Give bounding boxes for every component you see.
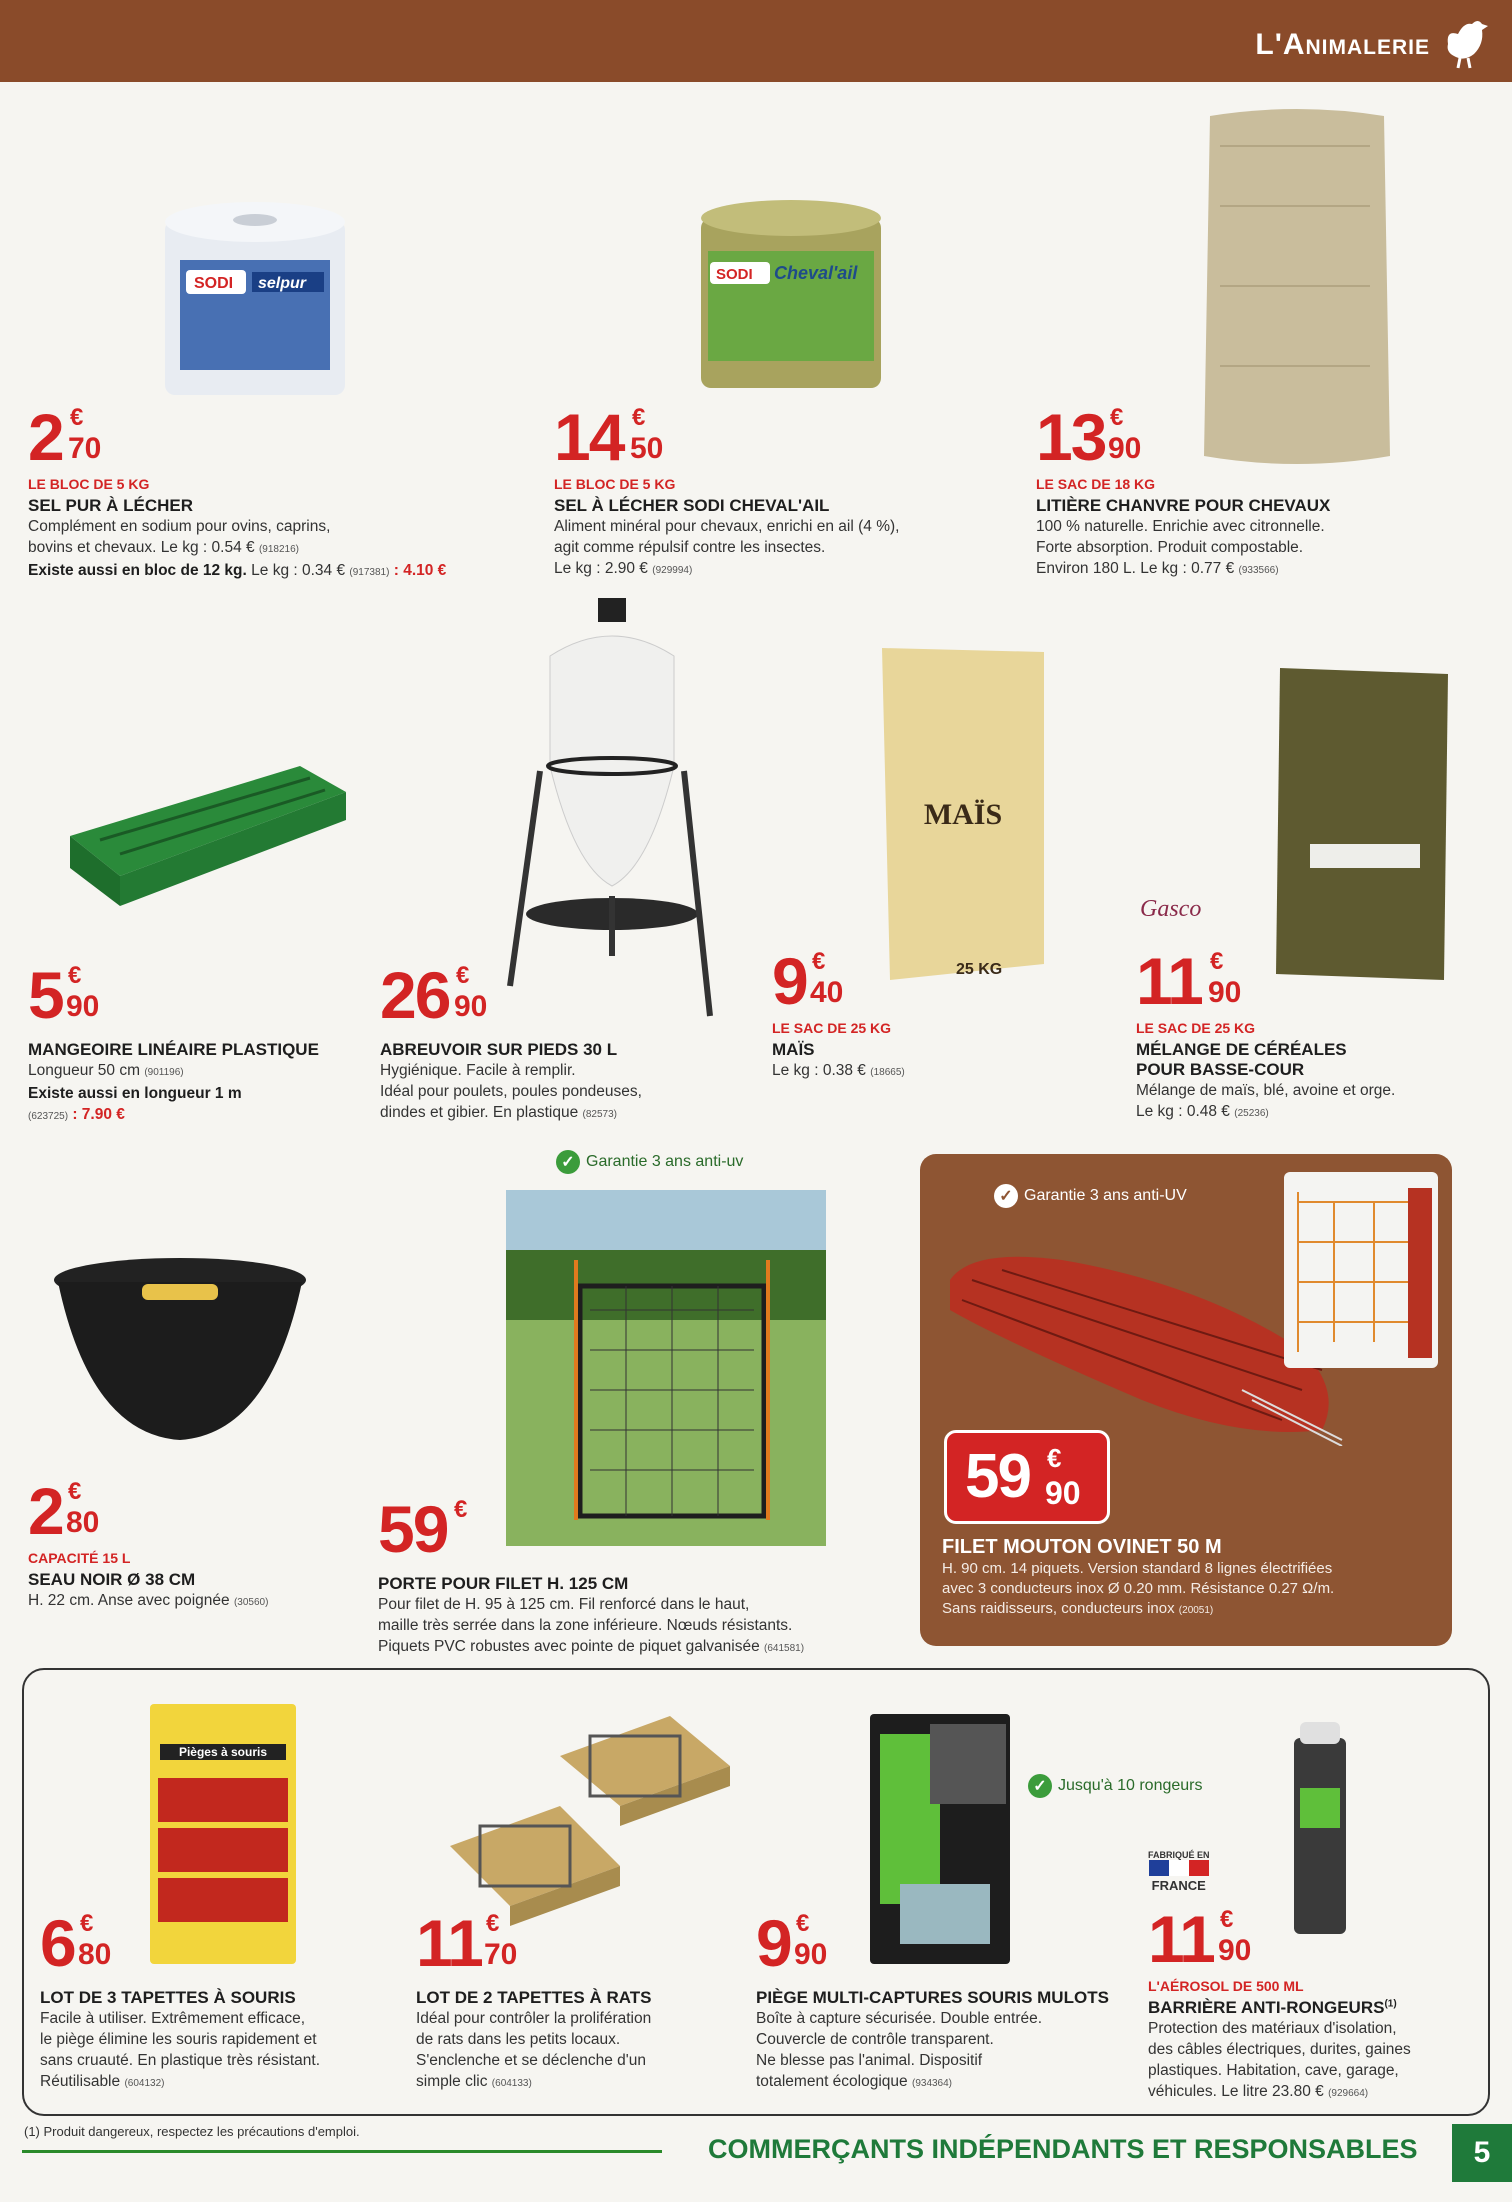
cereal-mix-bag-image [1274,664,1454,984]
product-title: PIÈGE MULTI-CAPTURES SOURIS MULOTS [756,1988,1109,2007]
aerosol-can-image [1290,1718,1350,1938]
guarantee-badge: ✓ Garantie 3 ans anti-UV [994,1184,1187,1208]
price: 13 € 90 [1036,400,1142,474]
salt-block-image [160,200,350,400]
product-piege [756,1906,1136,2094]
net-installed-image [1284,1172,1438,1368]
check-icon: ✓ [1028,1774,1052,1798]
price: 5 € 90 [28,958,100,1032]
product-barriere: 11 € 90 L'AÉROSOL DE 500 ML BARRIÈRE ANTI-RONGEURS$^{(1)}$ Protection des matériaux d'isolation, des câbles électriques, durites, gaines plastiques. Habitation, cave, garage, véhicules. Le litre 23.80 € (929664) [1148,1906,1468,2104]
featured-offer-filet [920,1154,1452,1646]
product-title: LOT DE 3 TAPETTES À SOURIS [40,1988,296,2007]
product-description: Complément en sodium pour ovins, caprins, bovins et chevaux. Le kg : 0.54 € (918216) Existe aussi en bloc de 12 kg. Le kg : 0.34 € (917381) : 4.10 € [28,518,447,579]
product-description: Pour filet de H. 95 à 125 cm. Fil renforcé dans le haut, maille très serrée dans la zone inférieure. Nœuds résistants. Piquets PVC robustes avec pointe de piquet galvanisée (641581) [378,1596,805,1655]
product-description: Le kg : 0.38 € (18665) [772,1062,905,1079]
section-title: L'Animalerie [1255,28,1430,61]
product-description: Boîte à capture sécurisée. Double entrée. Couvercle de contrôle transparent. Ne blesse pas l'animal. Dispositif totalement écologique (934364) [756,2010,1043,2090]
price: 11 € 90 [1148,1902,1252,1976]
made-in-france-badge: FABRIQUÉ EN FRANCE [1148,1850,1210,1893]
product-title: LITIÈRE CHANVRE POUR CHEVAUX [1036,496,1331,515]
gasco-logo: Gasco [1140,896,1202,922]
page-number: 5 [1452,2124,1512,2182]
product-title: LOT DE 2 TAPETTES À RATS [416,1988,652,2007]
product-porte [378,1492,918,1659]
product-description: Longueur 50 cm (901196) Existe aussi en longueur 1 m (623725) : 7.90 € [28,1062,242,1123]
plastic-feeder-image [60,756,350,916]
product-title: PORTE POUR FILET H. 125 CM [378,1574,629,1593]
product-title: BARRIÈRE ANTI-RONGEURS$^{(1)}$ [1148,1998,1397,2017]
price: 2 € 80 [28,1474,100,1548]
product-description: Facile à utiliser. Extrêmement efficace, le piège élimine les souris rapidement et sans cruauté. En plastique très résistant. Réutilisable (604132) [40,2010,321,2090]
product-melange: 11 € 90 LE SAC DE 25 KG MÉLANGE DE CÉRÉALES POUR BASSE-COUR Mélange de maïs, blé, avoine et orge. Le kg : 0.48 € (25236) [1136,948,1486,1124]
footnote: (1) Produit dangereux, respectez les précautions d'emploi. [24,2124,360,2139]
product-description: H. 22 cm. Anse avec poignée (30560) [28,1592,269,1609]
product-description: 100 % naturelle. Enrichie avec citronnelle. Forte absorption. Produit compostable. Environ 180 L. Le kg : 0.77 € (933566) [1036,518,1325,577]
black-bucket-image [50,1244,320,1444]
corn-bag-image [878,644,1048,984]
price: 6 € 80 [40,1906,112,1980]
product-title: MAÏS [772,1040,815,1059]
product-title: FILET MOUTON OVINET 50 M [942,1536,1222,1558]
product-title: MÉLANGE DE CÉRÉALES POUR BASSE-COUR [1136,1040,1347,1079]
product-tapettes-souris [40,1906,400,2094]
rat-traps-image [440,1696,740,1936]
footer-slogan: COMMERÇANTS INDÉPENDANTS ET RESPONSABLES [708,2134,1418,2164]
product-description: Protection des matériaux d'isolation, des câbles électriques, durites, gaines plastiques. Habitation, cave, garage, véhicules. Le litre 23.80 € (929664) [1148,2020,1411,2100]
product-description: H. 90 cm. 14 piquets. Version standard 8 lignes électrifiées avec 3 conducteurs inox Ø 0.20 mm. Résistance 0.27 Ω/m. Sans raidisseurs, conducteurs inox (20051) [942,1560,1335,1617]
price: 9 € 90 [756,1906,828,1980]
price: 26 € 90 [380,958,488,1032]
product-sel-cheval: 14 € 50 LE BLOC DE 5 KG SEL À LÉCHER SODI CHEVAL'AIL Aliment minéral pour chevaux, enrichi en ail (4 %), agit comme répulsif contre les insectes. Le kg : 2.90 € (929994) [554,404,1014,581]
product-title: SEL À LÉCHER SODI CHEVAL'AIL [554,496,830,515]
check-icon: ✓ [994,1184,1018,1208]
product-description: Idéal pour contrôler la prolifération de rats dans les petits locaux. S'enclenche et se déclenche d'un simple clic (604133) [416,2010,652,2090]
net-gate-image [506,1190,826,1546]
svg-text:Pièges à souris: Pièges à souris [178,1745,268,1759]
horse-salt-block-image [696,196,886,396]
price: 14 € 50 [554,400,664,474]
product-abreuvoir [380,958,760,1125]
product-description: Aliment minéral pour chevaux, enrichi en ail (4 %), agit comme répulsif contre les insectes. Le kg : 2.90 € (929994) [554,518,900,577]
check-icon: ✓ [556,1150,580,1174]
product-title: SEAU NOIR Ø 38 CM [28,1570,196,1589]
page-header [0,0,1512,82]
french-flag-icon [1149,1860,1209,1876]
product-title: MANGEOIRE LINÉAIRE PLASTIQUE [28,1040,319,1059]
svg-text:Cheval'ail: Cheval'ail [774,263,858,283]
price: 9 € 40 [772,944,844,1018]
svg-text:MAÏS: MAÏS [923,798,1003,831]
svg-text:SODI: SODI [716,266,753,283]
product-title: ABREUVOIR SUR PIEDS 30 L [380,1040,618,1059]
product-tapettes-rats [416,1906,756,2094]
guarantee-badge: ✓ Garantie 3 ans anti-uv [556,1150,743,1174]
rodent-capacity-badge: ✓ Jusqu'à 10 rongeurs [1028,1774,1202,1798]
product-sel-pur: 2 € 70 LE BLOC DE 5 KG SEL PUR À LÉCHER Complément en sodium pour ovins, caprins, bovins et chevaux. Le kg : 0.54 € (918216) Existe aussi en bloc de 12 kg. Le kg : 0.34 € (917381) : 4.10 € [28,404,508,583]
product-description: Mélange de maïs, blé, avoine et orge. Le kg : 0.48 € (25236) [1136,1082,1396,1120]
price: 2 € 70 [28,400,102,474]
price: 59 € [378,1492,468,1566]
svg-text:SODI: SODI [194,275,234,292]
product-litiere: 13 € 90 LE SAC DE 18 KG LITIÈRE CHANVRE POUR CHEVAUX 100 % naturelle. Enrichie avec citronnelle. Forte absorption. Produit compostable. Environ 180 L. Le kg : 0.77 € (933566) [1036,404,1476,581]
price: 11 € 70 [416,1906,518,1980]
price: 11 € 90 [1136,944,1242,1018]
product-seau: 2 € 80 CAPACITÉ 15 L SEAU NOIR Ø 38 CM H. 22 cm. Anse avec poignée (30560) [28,1478,328,1613]
product-description: Hygiénique. Facile à remplir. Idéal pour poulets, poules pondeuses, dindes et gibier. En plastique (82573) [380,1062,642,1121]
product-title: SEL PUR À LÉCHER [28,496,193,515]
product-mangeoire [28,958,388,1127]
footer-divider [22,2150,662,2153]
svg-text:selpur: selpur [258,275,307,292]
svg-text:25 KG: 25 KG [956,961,1003,978]
price: 59 € 90 [944,1430,1110,1524]
product-mais: 9 € 40 LE SAC DE 25 KG MAÏS Le kg : 0.38 € (18665) [772,948,1032,1083]
hen-icon [1438,14,1494,70]
